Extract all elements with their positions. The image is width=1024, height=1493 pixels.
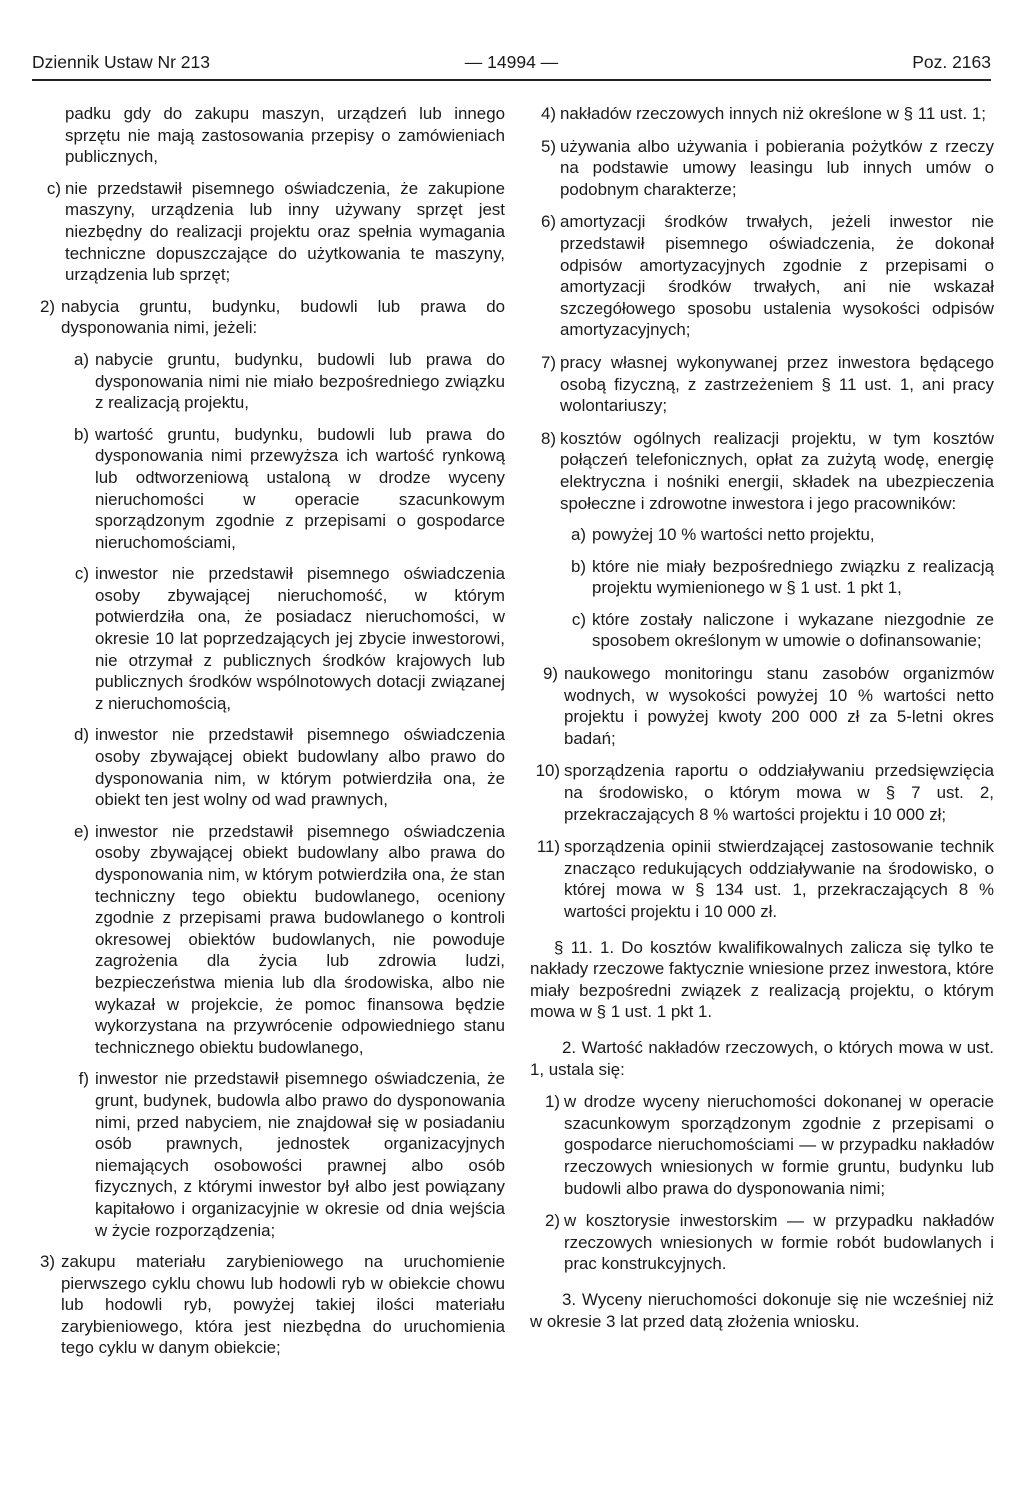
item-text: pracy własnej wykonywanej przez inwestora będącego osobą fizyczną, z zastrzeżeniem § 11 ust. 1, ani pracy wolontariuszy; (560, 352, 994, 416)
item-3 (31, 1251, 505, 1359)
right-column (530, 103, 994, 1332)
item-text: nabycie gruntu, budynku, budowli lub prawa do dysponowania nimi nie miało bezpośredniego związku z realizacją projektu, (95, 349, 505, 413)
item-label: c) (74, 564, 89, 584)
item-label: f) (78, 1069, 89, 1089)
item-text: zakupu materiału zarybieniowego na uruchomienie pierwszego cyklu chowu lub hodowli ryb w obiekcie chowu lub hodowli ryb, powyżej takiej ilości materiału zarybieniowego, która jest niezbędna do uruchomienia tego cyklu w danym obiekcie; (61, 1252, 505, 1358)
item-11 (530, 836, 994, 922)
item-label: 11) (536, 837, 560, 857)
item-text: nakładów rzeczowych innych niż określone w § 11 ust. 1; (560, 104, 986, 123)
item-text: w kosztorysie inwestorskim — w przypadku nakładów rzeczowych wniesionych w formie robót budowlanych i prac konstrukcyjnych. (564, 1211, 994, 1274)
position-number: Poz. 2163 (912, 52, 991, 72)
header-rule (32, 79, 991, 81)
item-text: sporządzenia raportu o oddziaływaniu przedsięwzięcia na środowisko, o którym mowa w § 7 ust. 2, przekraczających 8 % wartości projektu i 10 000 zł; (564, 761, 994, 824)
item-text: inwestor nie przedstawił pisemnego oświadczenia, że grunt, budynek, budowla albo prawo do dysponowania nimi, przed nabyciem, nie znajdował się w posiadaniu osób prawnych, jednostek organizacyjnych niemających osobowości prawnej albo osób fizycznych, z którymi inwestor był albo jest powiązany kapitałowo i organizacyjnie w okresie od dnia wejścia w życie rozporządzenia; (95, 1069, 505, 1240)
item-8b (530, 556, 994, 599)
item-text: kosztów ogólnych realizacji projektu, w tym kosztów połączeń telefonicznych, opłat za zużytą wodę, energię elektryczna i nośniki energii, składek na ubezpieczenia społeczne i zdrowotne inwestora i jego pracowników: (560, 428, 994, 513)
item-label: b) (570, 556, 586, 576)
item-7 (530, 352, 994, 417)
paragraph-11-2: 2. Wartość nakładów rzeczowych, o których mowa w ust. 1, ustala się: (530, 1037, 994, 1079)
item-text: nabycia gruntu, budynku, budowli lub prawa do dysponowania nimi, jeżeli: (61, 296, 505, 338)
item-6 (530, 211, 994, 341)
paragraph-11-3: 3. Wyceny nieruchomości dokonuje się nie wcześniej niż w okresie 3 lat przed datą złożenia wniosku. (530, 1289, 994, 1331)
item-text: używania albo używania i pobierania pożytków z rzeczy na podstawie umowy leasingu lub innych umów o podobnym charakterze; (560, 136, 994, 199)
item-label: 2) (39, 296, 55, 316)
item-label: 2) (544, 1211, 560, 1231)
item-label: 4) (540, 104, 556, 123)
item-label: 9) (542, 664, 558, 684)
item-8a (530, 524, 994, 546)
item-2b (31, 424, 505, 554)
item-text: naukowego monitoringu stanu zasobów organizmów wodnych, w wysokości powyżej 10 % wartości netto projektu i powyżej kwoty 200 000 zł za 5-letni okres badań; (564, 664, 994, 748)
item-1c (31, 178, 505, 286)
item-2a (31, 349, 505, 414)
item-label: b) (73, 424, 89, 444)
item-label: c) (46, 178, 61, 198)
item-label: a) (570, 525, 586, 545)
item-text: które zostały naliczone i wykazane niezgodnie ze sposobem określonym w umowie o dofinansowanie; (592, 609, 994, 651)
item-s2 (530, 1210, 994, 1275)
item-label: c) (571, 609, 586, 629)
item-text: inwestor nie przedstawił pisemnego oświadczenia osoby zbywającej obiekt budowlany albo prawa do dysponowania nim, w którym potwierdziła ona, że stan techniczny tego obiektu budowlanego, oceniony zgodnie z przepisami prawa budowlanego o kontroli okresowej obiektów budowlanych, nie powoduje zagrożenia dla życia lub zdrowia ludzi, bezpieczeństwa mienia lub dla środowiska, albo nie wykazał w projekcie, że pomoc finansowa będzie wykorzystana na przywrócenie odpowiedniego stanu technicznego obiektu budowlanego, (95, 821, 505, 1057)
page-number: — 14994 — (464, 52, 559, 72)
item-label: 8) (540, 428, 556, 448)
left-column (31, 103, 505, 1359)
item-label: 1) (544, 1092, 560, 1112)
item-text: sporządzenia opinii stwierdzającej zastosowanie technik znacząco redukujących oddziaływanie na środowisko, o której mowa w § 134 ust. 1, przekraczających 8 % wartości projektu i 10 000 zł. (564, 837, 994, 921)
item-label: e) (73, 821, 89, 841)
item-label: 7) (540, 352, 556, 372)
item-label: a) (73, 349, 89, 369)
item-label: 3) (39, 1252, 55, 1272)
item-label: 10) (535, 761, 560, 781)
journal-title: Dziennik Ustaw Nr 213 (32, 52, 210, 72)
item-8 (530, 428, 994, 514)
paragraph-11-1: § 11. 1. Do kosztów kwalifikowalnych zalicza się tylko te nakłady rzeczowe faktycznie wniesione przez inwestora, które miały bezpośredni związek z realizacją projektu, o którym mowa w § 1 ust. 1 pkt 1. (530, 937, 994, 1022)
item-text: nie przedstawił pisemnego oświadczenia, że zakupione maszyny, urządzenia lub inny używany sprzęt jest niezbędny do realizacji projektu oraz spełnia wymagania techniczne dopuszczające do użytkowania te maszyny, urządzenia lub sprzęt; (65, 178, 505, 285)
item-2d (31, 724, 505, 810)
item-4 (530, 103, 994, 125)
item-text: inwestor nie przedstawił pisemnego oświadczenia osoby zbywającej obiekt budowlany albo prawo do dysponowania nim, w którym potwierdziła ona, że obiekt ten jest wolny od wad prawnych, (95, 725, 505, 810)
item-text: w drodze wyceny nieruchomości dokonanej w operacie szacunkowym sporządzonym zgodnie z przepisami o gospodarce nieruchomościami — w przypadku nakładów rzeczowych wniesionych w formie gruntu, budynku lub budowli albo prawa do dysponowania nimi; (564, 1092, 994, 1198)
item-2e (31, 821, 505, 1059)
item-label: 5) (540, 136, 556, 156)
item-text: wartość gruntu, budynku, budowli lub prawa do dysponowania nimi przewyższa ich wartość rynkową lub odtworzeniową ustaloną w drodze wyceny nieruchomości w operacie szacunkowym sporządzonym zgodnie z przepisami o gospodarce nieruchomościami, (95, 424, 505, 552)
item-8c (530, 609, 994, 652)
item-5 (530, 136, 994, 201)
intro-paragraph: padku gdy do zakupu maszyn, urządzeń lub innego sprzętu nie mają zastosowania przepisy o zamówieniach publicznych, (65, 104, 505, 167)
page-header (32, 46, 991, 78)
item-label: 6) (540, 212, 556, 232)
item-10 (530, 760, 994, 825)
item-2f (31, 1068, 505, 1241)
item-text: które nie miały bezpośredniego związku z realizacją projektu wymienionego w § 1 ust. 1 pkt 1, (592, 556, 994, 598)
item-2 (31, 296, 505, 339)
item-s1 (530, 1091, 994, 1199)
item-text: powyżej 10 % wartości netto projektu, (592, 525, 875, 545)
item-9 (530, 663, 994, 749)
item-text: amortyzacji środków trwałych, jeżeli inwestor nie przedstawił pisemnego oświadczenia, że dokonał odpisów amortyzacyjnych zgodnie z przepisami o amortyzacji środków trwałych, ani nie wskazał szczegółowego sposobu ustalenia wysokości odpisów amortyzacyjnych; (560, 212, 994, 340)
item-label: d) (73, 725, 89, 745)
item-text: inwestor nie przedstawił pisemnego oświadczenia osoby zbywającej nieruchomość, w którym potwierdziła ona, że posiadacz nieruchomości, w okresie 10 lat poprzedzających jej zbycie inwestorowi, nie otrzymał z publicznych środków krajowych lub publicznych środków wspólnotowych dotacji związanej z nieruchomością, (95, 564, 505, 713)
item-2c (31, 563, 505, 714)
